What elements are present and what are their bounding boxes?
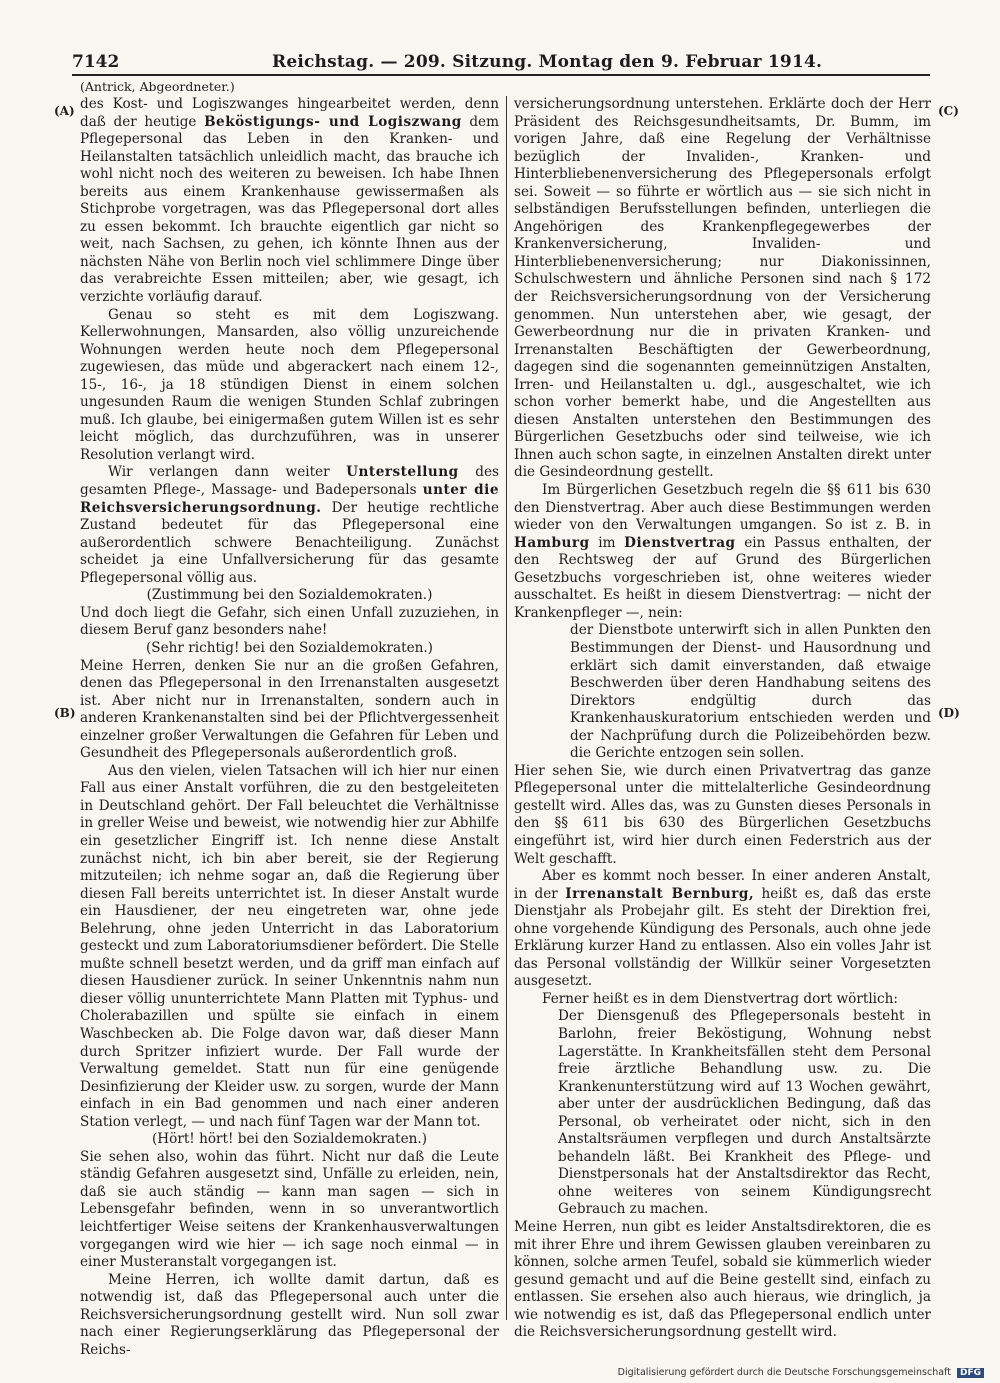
right-column-paragraph <box>514 622 931 762</box>
paragraph-text: ein Passus enthalten, der den Rechtsweg der auf Grund des Bürgerlichen Gesetzbuchs vorgeschrieben ist, ohne weiteres wieder ausschaltet. Es heißt in diesem Dienstvertrag: — nicht der Krankenpfleger —, nein: <box>514 534 931 621</box>
margin-mark-d: (D) <box>938 706 960 720</box>
emphasis-text: Beköstigungs- und Logiszwang <box>204 113 462 130</box>
margin-mark-c: (C) <box>938 104 959 118</box>
paragraph-text: Hier sehen Sie, wie durch einen Privatvertrag das ganze Pflegepersonal unter die mittelalterliche Gesindeordnung gestellt wird. Alles das, was zu Gunsten dieses Personals in den §§ 611 bis 630 des Bürgerlichen Gesetzbuchs eingeführt ist, wird hier durch einen Federstrich aus der Welt geschafft. <box>514 762 931 867</box>
paragraph-text: Und doch liegt die Gefahr, sich einen Unfall zuzuziehen, in diesem Beruf ganz besonders nahe! <box>80 604 499 639</box>
paragraph-text: Aber es kommt noch besser. In einer anderen Anstalt, in der <box>514 868 931 902</box>
footer-text: Digitalisierung gefördert durch die Deutsche Forschungsgemeinschaft <box>617 1367 951 1378</box>
paragraph-text: Meine Herren, ich wollte damit dartun, daß es notwendig ist, daß das Pflegepersonal auch unter die Reichsversicherungsordnung gestellt wird. Nun soll zwar nach einer Regierungserklärung das Pflegepersonal der Reichs- <box>80 1271 499 1358</box>
left-column <box>80 96 499 1359</box>
column-divider <box>506 96 507 1320</box>
paragraph-text: des Kost- und Logiszwanges hingearbeitet werden, denn daß der heutige <box>80 96 499 130</box>
paragraph-text: Genau so steht es mit dem Logiszwang. Kellerwohnungen, Mansarden, also völlig unzureichende Wohnungen werden heute noch dem Pflegepersonal zugewiesen, das müde und abgerackert nach einem 12-, 15-, 16-, ja 18 stündigen Dienst in einem solchen ungesunden Raum die wenigen Stunden Schlaf zubringen muß. Ich glaube, bei einigermaßen gutem Willen ist es sehr leicht möglich, das durchzuführen, was in unserer Resolution verlangt wird. <box>80 306 499 463</box>
emphasis-text: Hamburg <box>514 534 590 551</box>
emphasis-text: unter die Reichsversicherungsordnung. <box>80 482 499 516</box>
paragraph-text: versicherungsordnung unterstehen. Erklärte doch der Herr Präsident des Reichsgesundheitsamts, Dr. Bumm, im vorigen Jahre, daß eine Regelung der Verhältnisse bezüglich der Invaliden-, Kranken- und Hinterbliebenenversicherung des Pflegepersonals erfolgt sei. Soweit — so führte er wörtlich aus — sie sich nicht in selbständigen Berufsstellungen befinden, unterliegen die Angehörigen des Krankenpflegegewerbes der Krankenversicherung, Invaliden- und Hinterbliebenenversicherung; nur Diakonissinnen, Schulschwestern und ähnliche Personen sind nach § 172 der Reichsversicherungsordnung von der Versicherung genommen. Nun unterstehen aber, wie gesagt, der Gewerbeordnung nur die in privaten Kranken- und Irrenanstalten Beschäftigten der Gewerbeordnung, dagegen sind die sogenannten gemeinnützigen Anstalten, Irren- und Heilanstalten u. dgl., ausgeschaltet, wie ich schon vorher bemerkt habe, und die Angestellten aus diesen Anstalten unterstehen den Bestimmungen des Bürgerlichen Gesetzbuchs oder sind teilweise, wie ich Ihnen auch schon sagte, in einzelnen Anstalten direkt unter die Gesindeordnung gestellt. <box>514 96 931 481</box>
paragraph-text: (Sehr richtig! bei den Sozialdemokraten.) <box>146 639 433 656</box>
left-column-paragraph <box>80 307 499 465</box>
left-column-paragraph <box>80 96 499 307</box>
right-column-paragraph <box>514 868 931 991</box>
margin-mark-b: (B) <box>54 706 76 720</box>
margin-mark-a: (A) <box>54 104 75 118</box>
right-column-paragraph <box>514 1219 931 1342</box>
paragraph-text: Der Diensgenuß des Pflegepersonals besteht in Barlohn, freier Beköstigung, Wohnung nebst Lagerstätte. In Krankheitsfällen steht dem Personal freie ärztliche Behandlung usw. zu. Die Krankenunterstützung wird auf 13 Wochen gewährt, aber unter der ausdrücklichen Bedingung, daß das Personal, ob verheiratet oder nicht, sich in den Anstaltsräumen verpflegen und durch Anstaltsärzte behandeln läßt. Bei Krankheit des Pflege- und Dienstpersonals hat der Anstaltsdirektor das Recht, ohne weiteres von seinem Kündigungsrecht Gebrauch zu machen. <box>558 1008 931 1218</box>
left-column-paragraph <box>80 1131 499 1149</box>
paragraph-text: der Dienstbote unterwirft sich in allen Punkten den Bestimmungen der Dienst- und Hausordnung und erklärt sich damit einverstanden, daß etwaige Beschwerden über deren Handhabung seitens des Direktors endgültig durch das Krankenhauskuratorium entschieden werden und der Nachprüfung durch die Polizeibehörden bezw. die Gerichte entzogen sein sollen. <box>570 622 931 762</box>
paragraph-text: Im Bürgerlichen Gesetzbuch regeln die §§ 611 bis 630 den Dienstvertrag. Aber auch diese Bestimmungen werden wieder von den Verwaltungen umgangen. So ist z. B. in <box>514 482 931 534</box>
left-column-paragraph <box>80 658 499 763</box>
page-header <box>72 52 930 76</box>
left-column-paragraph <box>80 1272 499 1360</box>
paragraph-text: im <box>589 534 625 551</box>
page-title: Reichstag. — 209. Sitzung. Montag den 9. Februar 1914. <box>272 52 823 72</box>
right-column-paragraph <box>514 991 931 1009</box>
paragraph-text: Aus den vielen, vielen Tatsachen will ich hier nur einen Fall aus einer Anstalt vorführen, die zu den bestgeleiteten in Deutschland gehört. Der Fall beleuchtet die Verhältnisse in greller Weise und beweist, wie notwendig hier zur Abhilfe ein gesetzlicher Eingriff ist. Ich nenne diese Anstalt zunächst nicht, ich bin aber bereit, sie der Regierung mitzuteilen; ich nehme sogar an, daß die Regierung über diesen Fall bereits unterrichtet ist. In dieser Anstalt wurde ein Hausdiener, der neu eingetreten war, ohne jede Belehrung, ohne jeden Unterricht in das Laboratorium gesteckt und zum Laboratoriumsdiener befördert. Die Stelle mußte schnell besetzt werden, und da griff man einfach auf diesen Hausdiener zurück. In seiner Unkenntnis nahm nun dieser völlig ununterrichtete Mann Platten mit Typhus- und Cholerabazillen und spülte sie einfach in einem Waschbecken ab. Die Folge davon war, daß dieser Mann durch Spritzer infiziert wurde. Der Fall wurde der Verwaltung gemeldet. Statt nun für eine genügende Desinfizierung der Kleider usw. zu sorgen, wurde der Mann einfach in ein Bad genommen und nach einer anderen Station verlegt, — und nach fünf Tagen war der Mann tot. <box>80 762 499 1130</box>
emphasis-text: Dienstvertrag <box>624 534 736 551</box>
left-column-paragraph <box>80 640 499 658</box>
paragraph-text: Sie sehen also, wohin das führt. Nicht nur daß die Leute ständig Gefahren ausgesetzt sind, Unfälle zu erleiden, nein, daß sie auch ständig — kann man sagen — sich in Lebensgefahr befinden, wenn in so unverantwortlich leichtfertiger Weise seitens der Krankenhausverwaltungen vorgegangen wird wie hier — ich sage noch einmal — in einer Musteranstalt vorgegangen ist. <box>80 1148 499 1271</box>
paragraph-text: Der heutige rechtliche Zustand bedeutet für das Pflegepersonal eine außerordentlich schwere Benachteiligung. Zunächst scheidet ja eine Unfallversicherung für das gesamte Pflegepersonal völlig aus. <box>80 499 499 586</box>
dfg-logo: DFG <box>957 1368 984 1378</box>
right-column-paragraph <box>514 763 931 868</box>
paragraph-text: Meine Herren, nun gibt es leider Anstaltsdirektoren, die es mit ihrer Ehre und ihrem Gewissen glauben vereinbaren zu können, solche armen Teufel, sobald sie kümmerlich wieder gesund gemacht und auf die Beine gestellt sind, einfach zu entlassen. Sie ersehen also auch hieraus, wie dringlich, ja wie notwendig es ist, daß das Pflegepersonal endlich unter die Reichsversicherungsordnung gestellt wird. <box>514 1219 931 1341</box>
paragraph-text: (Hört! hört! bei den Sozialdemokraten.) <box>151 1131 427 1148</box>
left-column-paragraph <box>80 1149 499 1272</box>
paragraph-text: Wir verlangen dann weiter <box>108 464 347 481</box>
left-column-paragraph <box>80 464 499 587</box>
page-number: 7142 <box>72 52 120 72</box>
left-column-paragraph <box>80 605 499 640</box>
paragraph-text: (Zustimmung bei den Sozialdemokraten.) <box>146 587 433 604</box>
paragraph-text: des gesamten Pflege-, Massage- und Badepersonals <box>80 464 499 499</box>
left-column-paragraph <box>80 587 499 605</box>
footer-credit <box>618 1367 984 1378</box>
emphasis-text: Unterstellung <box>346 464 459 481</box>
right-column-paragraph <box>514 1008 931 1219</box>
paragraph-text: Ferner heißt es in dem Dienstvertrag dort wörtlich: <box>542 990 898 1007</box>
emphasis-text: Irrenanstalt Bernburg, <box>565 885 755 902</box>
right-column-paragraph <box>514 482 931 622</box>
left-column-paragraph <box>80 763 499 1131</box>
right-column <box>514 96 931 1342</box>
paragraph-text: dem Pflegepersonal das Leben in den Kranken- und Heilanstalten tatsächlich unleidlich macht, das brauche ich wohl nicht noch des weiteren zu beweisen. Ich habe Ihnen bereits aus einem Krankenhause gewissermaßen als Stichprobe vorgetragen, was das Pflegepersonal dort alles zu essen bekommt. Ich brauchte eigentlich gar nicht so weit, nach Sachsen, zu gehen, ich könnte Ihnen aus der nächsten Nähe von Berlin noch viel schlimmere Dinge über das verabreichte Essen mitteilen; aber, wie gesagt, ich verzichte vorläufig darauf. <box>80 113 499 306</box>
paragraph-text: Meine Herren, denken Sie nur an die großen Gefahren, denen das Pflegepersonal in den Irrenanstalten ausgesetzt ist. Aber nicht nur in Irrenanstalten, sondern auch in anderen Krankenanstalten sind bei der Pflichtvergessenheit einzelner großer Verwaltungen die Gefahren für Leben und Gesundheit des Pflegepersonals außerordentlich groß. <box>80 657 499 762</box>
paragraph-text: heißt es, daß das erste Dienstjahr als Probejahr gilt. Es steht der Direktion frei, ohne vorgehende Kündigung des Personals, auch ohne jede Erklärung kurzer Hand zu entlassen. Also ein volles Jahr ist das Personal vollständig der Willkür seiner Vorgesetzten ausgesetzt. <box>514 885 931 990</box>
right-column-paragraph <box>514 96 931 482</box>
header-rule <box>72 74 930 76</box>
speaker-note: (Antrick, Abgeordneter.) <box>80 79 235 94</box>
